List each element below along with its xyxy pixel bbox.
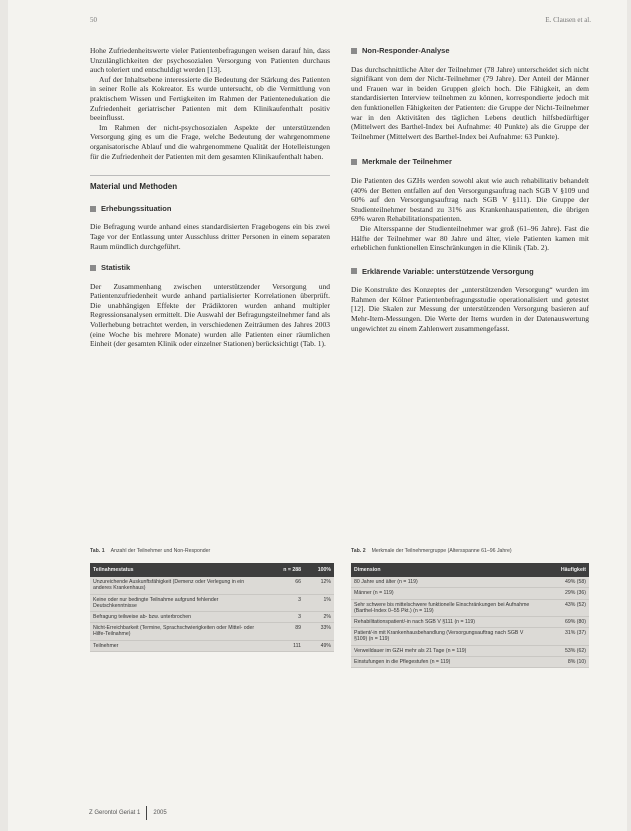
table-cell: 2% bbox=[304, 612, 334, 623]
table-cell: Einstufungen in die Pflegestufen (n = 119) bbox=[351, 656, 539, 667]
subsection-title: Statistik bbox=[101, 263, 131, 273]
body-paragraph: Die Befragung wurde anhand eines standardisierten Fragebogens ein bis zwei Tage vor der Entlassung unter Ausschluss dritter Personen in einem separaten Raum mündlich durchgeführt. bbox=[90, 222, 330, 251]
journal-year: 2005 bbox=[153, 810, 167, 816]
table-cell: Verweildauer im GZH mehr als 21 Tage (n = 119) bbox=[351, 645, 539, 656]
table-cell: 3 bbox=[264, 612, 304, 623]
subsection-heading bbox=[90, 263, 330, 273]
table-cell: 29% (36) bbox=[539, 588, 589, 599]
table-cell: Rehabilitationspatient/-in nach SGB V §111 (n = 119) bbox=[351, 617, 539, 628]
square-bullet-icon bbox=[90, 206, 96, 212]
table-row bbox=[90, 577, 334, 594]
table-cell: Unzureichende Auskunftsfähigkeit (Demenz oder Verlegung in ein anderes Krankenhaus) bbox=[90, 577, 264, 594]
table-cell: 49% bbox=[304, 640, 334, 651]
table2-caption-text: Merkmale der Teilnehmergruppe (Altersspanne 61–96 Jahre) bbox=[371, 548, 512, 554]
table-cell: Sehr schwere bis mittelschwere funktionelle Einschränkungen bei Aufnahme (Barthel-Index 0–55 Pkt.) (n = 119) bbox=[351, 599, 539, 616]
subsection-heading bbox=[351, 46, 589, 56]
subsection-title: Erhebungssituation bbox=[101, 203, 172, 213]
body-paragraph: Der Zusammenhang zwischen unterstützender Versorgung und Patientenzufriedenheit wurde anhand partialisierter Korrelationen überprüft. Die unabhängigen Effekte der Prädiktoren wurden anhand multipler Regressionsanalysen ermittelt. Die Auswahl der Befragungsteilnehmer fand als Vollerhebung betrachtet werden, in verschiedenen Zeiträumen des Jahres 2003 (eine Woche bis mehrere Monate) wurden alle Patienten einer räumlichen Einheit (der gesamten Klinik oder einzelner Stationen) berücksichtigt (Tab. 1). bbox=[90, 281, 330, 349]
table-cell: Keine oder nur bedingte Teilnahme aufgrund fehlender Deutschkenntnisse bbox=[90, 594, 264, 611]
table2 bbox=[351, 563, 589, 668]
table-row bbox=[90, 594, 334, 611]
table1 bbox=[90, 563, 334, 652]
table-cell: Männer (n = 119) bbox=[351, 588, 539, 599]
table-cell: 89 bbox=[264, 623, 304, 640]
table-row bbox=[351, 628, 589, 645]
column-header: Teilnahmestatus bbox=[90, 563, 264, 577]
body-paragraph: Die Konstrukte des Konzeptes der „unterstützenden Versorgung“ wurden im Rahmen der Kölner Patientenbefragungsstudie operationalisiert und getestet [12]. Die Skalen zur Messung der unterstützenden Versorgung basieren auf Mehr-Item-Messungen. Die Werte der Items wurden in der Datenauswertung ungewichtet zu einem Zahlenwert zusammengefasst. bbox=[351, 285, 589, 333]
table-cell: 31% (37) bbox=[539, 628, 589, 645]
table2-caption bbox=[351, 548, 512, 554]
subsection-title: Non-Responder-Analyse bbox=[362, 46, 450, 55]
intro-paragraph: Hohe Zufriedenheitswerte vieler Patientenbefragungen weisen darauf hin, dass Unzulänglichkeiten der psychosozialen Versorgung von Patienten durchaus auch toleriert und entschuldigt werden [13]. bbox=[90, 46, 330, 75]
body-paragraph: Die Altersspanne der Studienteilnehmer war groß (61–96 Jahre). Fast die Hälfte der Teilnehmer war 80 Jahre und älter, viele Patienten kamen mit erheblichen funktionellen Einschränkungen in die Klinik (Tab. 2). bbox=[351, 223, 589, 253]
subsection-heading bbox=[351, 267, 589, 277]
table-cell: 111 bbox=[264, 640, 304, 651]
column-header: n = 288 bbox=[264, 563, 304, 577]
table-cell: 3 bbox=[264, 594, 304, 611]
page-number: 50 bbox=[90, 16, 97, 24]
journal-page bbox=[8, 0, 627, 831]
table-cell: 53% (62) bbox=[539, 645, 589, 656]
left-column bbox=[90, 46, 330, 349]
section-heading: Material und Methoden bbox=[90, 175, 330, 192]
table-row bbox=[90, 623, 334, 640]
table-cell: 33% bbox=[304, 623, 334, 640]
table1-caption-text: Anzahl der Teilnehmer und Non-Responder bbox=[110, 548, 211, 554]
footer-divider bbox=[146, 806, 147, 820]
column-header: Dimension bbox=[351, 563, 539, 577]
intro-paragraph: Im Rahmen der nicht-psychosozialen Aspekte der unterstützenden Versorgung ging es um die Frage, welche Bedeutung der wahrgenommene organisatorische Ablauf und die wahrgenommene Qualität der Hotelleistungen für die Zufriedenheit der Patienten mit dem gesamten Klinikaufenthalt haben. bbox=[90, 122, 330, 161]
table-row bbox=[351, 656, 589, 667]
table-cell: 1% bbox=[304, 594, 334, 611]
intro-paragraph: Auf der Inhaltsebene interessierte die Bedeutung der Stärkung des Patienten in seiner Rolle als Kokreator. Es wurde untersucht, ob die Vermittlung von praktischem Wissen und Fertigkeiten im Rahmen der Patientenedukation die Zufriedenheit geriatrischer Patienten mit dem Klinikaufenthalt positiv beeinflusst. bbox=[90, 74, 330, 123]
table1-label: Tab. 1 bbox=[90, 548, 105, 554]
column-header: 100% bbox=[304, 563, 334, 577]
table-cell: Teilnehmer bbox=[90, 640, 264, 651]
table-cell: Patient/-in mit Krankenhausbehandlung (Versorgungsauftrag nach SGB V §109) (n = 119) bbox=[351, 628, 539, 645]
page-footer bbox=[89, 806, 167, 820]
table-row bbox=[351, 645, 589, 656]
table-cell: Befragung teilweise ab- bzw. unterbrochen bbox=[90, 612, 264, 623]
square-bullet-icon bbox=[90, 265, 96, 271]
table-row bbox=[90, 640, 334, 651]
table-row bbox=[351, 617, 589, 628]
table-row bbox=[351, 577, 589, 588]
table2-label: Tab. 2 bbox=[351, 548, 366, 554]
subsection-heading bbox=[351, 157, 589, 167]
subsection-title: Merkmale der Teilnehmer bbox=[362, 157, 452, 167]
table-cell: 80 Jahre und älter (n = 119) bbox=[351, 577, 539, 588]
table-cell: 66 bbox=[264, 577, 304, 594]
table-cell: 69% (80) bbox=[539, 617, 589, 628]
table1-caption bbox=[90, 548, 210, 554]
column-header: Häufigkeit bbox=[539, 563, 589, 577]
table-header-row bbox=[351, 563, 589, 577]
table-header-row bbox=[90, 563, 334, 577]
table-cell: 43% (52) bbox=[539, 599, 589, 616]
table-cell: Nicht-Erreichbarkeit (Termine, Sprachschwierigkeiten oder Mittel- oder Hilfe-Teilnahme) bbox=[90, 623, 264, 640]
running-head: E. Clausen et al. bbox=[545, 16, 591, 24]
table-row bbox=[351, 599, 589, 616]
body-paragraph: Die Patienten des GZHs werden sowohl akut wie auch rehabilitativ behandelt (40% der Betten entfallen auf den Versorgungsauftrag nach SGB V §109 und 60% auf den Versorgungsauftrag nach SGB V §111). Die Gruppe der Studienteilnehmer bestand zu 31% aus Krankenhauspatienten, die übrigen 69% waren Rehabilitationspatienten. bbox=[351, 175, 589, 224]
table-cell: 12% bbox=[304, 577, 334, 594]
journal-name: Z Gerontol Geriat 1 bbox=[89, 810, 141, 816]
subsection-heading bbox=[90, 204, 330, 214]
body-paragraph: Das durchschnittliche Alter der Teilnehmer (78 Jahre) unterscheidet sich nicht signifikant von dem der Nicht-Teilnehmer (79 Jahre). Der Anteil der Männer und Frauen war in beiden Gruppen gleich hoch. Die Fähigkeit, an dem standardisierten Interview teilnehmen zu können, korrespondierte jedoch mit den funktionellen Fähigkeiten der Patienten: die Gruppe der Nicht-Teilnehmer war in den Aktivitäten des täglichen Lebens deutlich hilfsbedürftiger (Mittelwert des Barthel-Index bei Aufnahme: 40 Punkte) als die Gruppe der Teilnehmer (Mittelwert des Barthel-Index bei Aufnahme: 63 Punkte). bbox=[351, 64, 589, 141]
table-row bbox=[351, 588, 589, 599]
table-cell: 49% (58) bbox=[539, 577, 589, 588]
table-cell: 8% (10) bbox=[539, 656, 589, 667]
square-bullet-icon bbox=[351, 159, 357, 165]
square-bullet-icon bbox=[351, 268, 357, 274]
right-column bbox=[351, 40, 589, 333]
table-row bbox=[90, 612, 334, 623]
square-bullet-icon bbox=[351, 48, 357, 54]
subsection-title: Erklärende Variable: unterstützende Versorgung bbox=[362, 266, 534, 276]
